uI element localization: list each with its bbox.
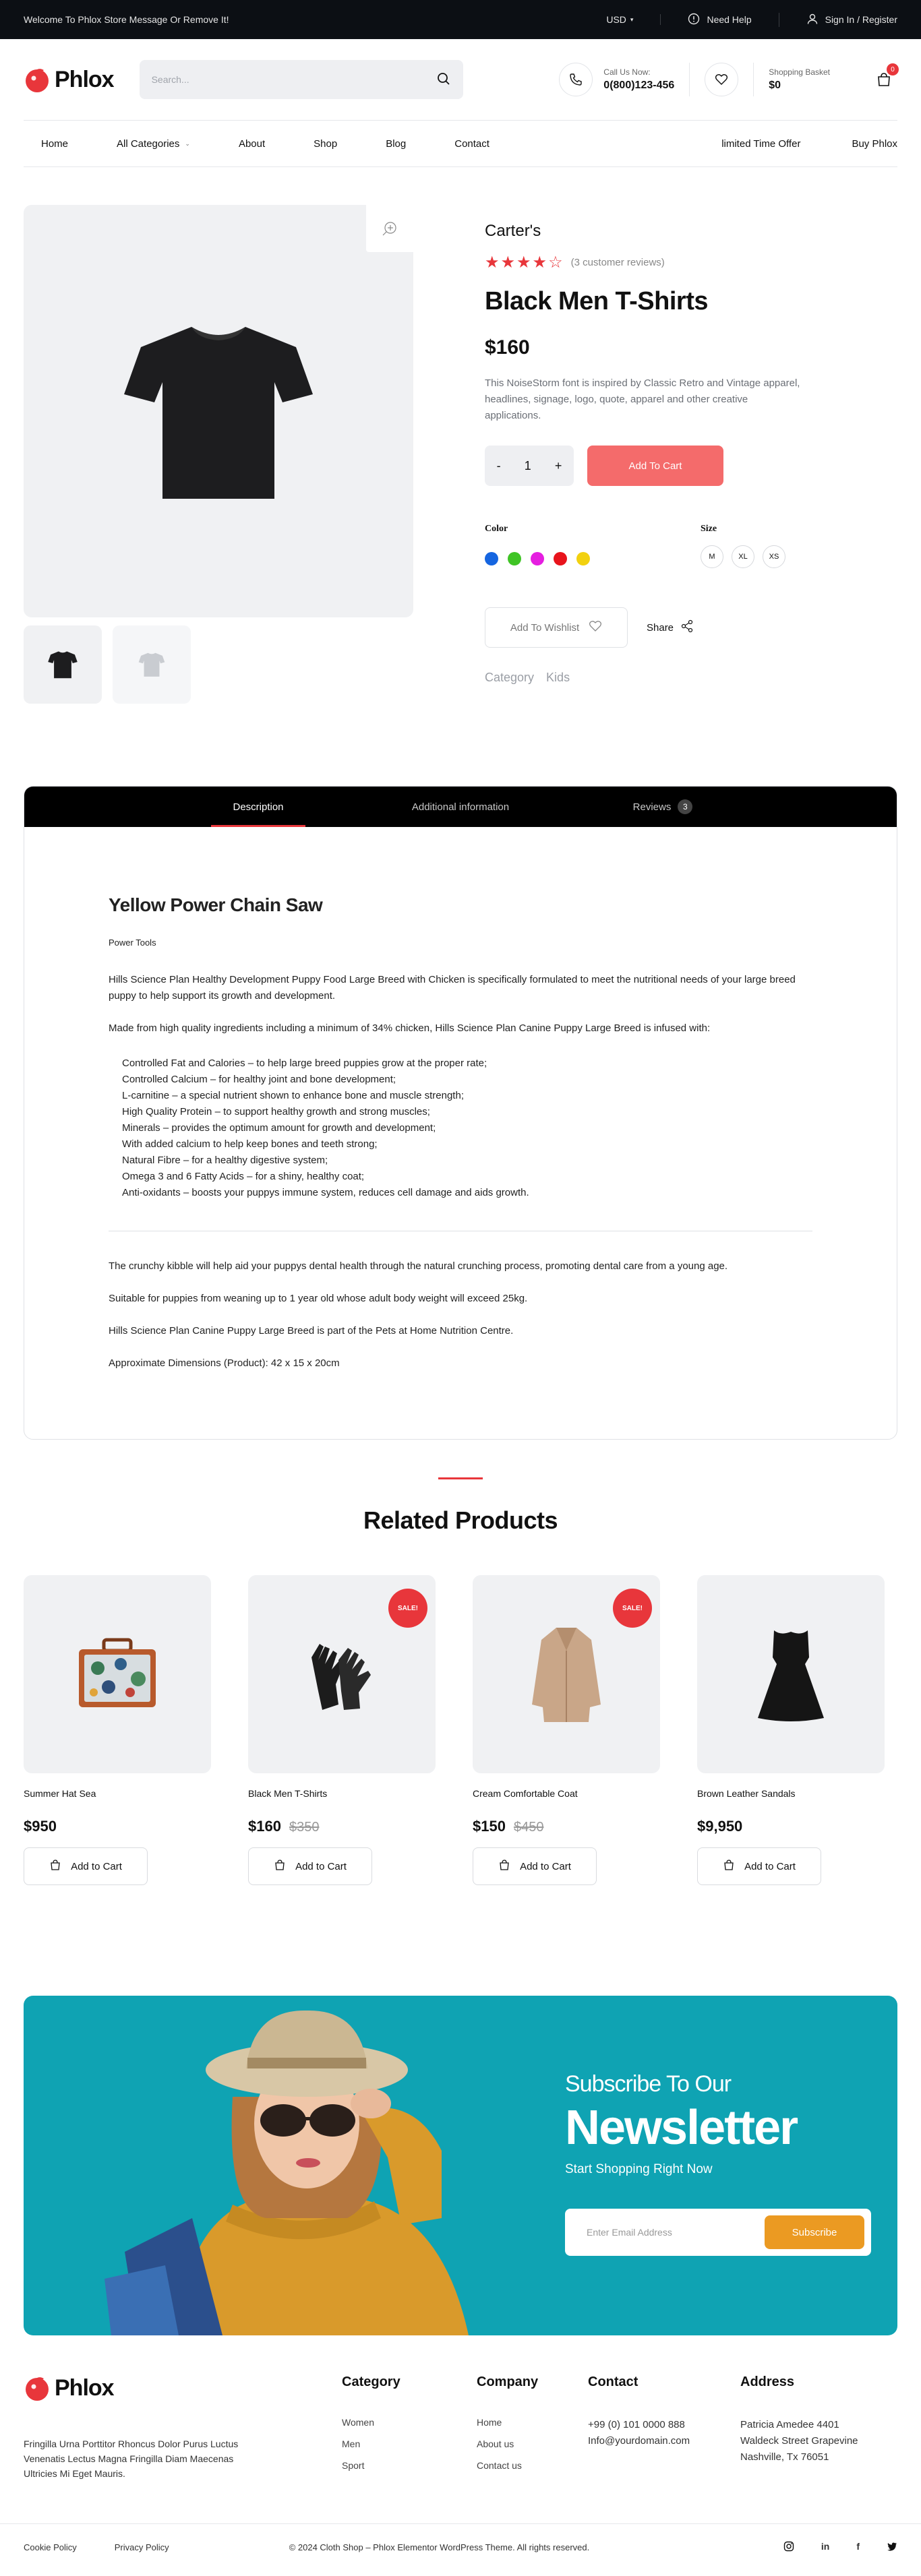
footer-link[interactable]: Contact us xyxy=(477,2460,522,2471)
product-old-price: $350 xyxy=(289,1820,320,1835)
search-icon[interactable] xyxy=(436,71,451,88)
description-title: Yellow Power Chain Saw xyxy=(109,894,323,915)
footer xyxy=(0,2335,921,2482)
top-bar xyxy=(0,0,921,39)
linkedin-icon[interactable]: in xyxy=(821,2541,830,2552)
nav-item-blog[interactable]: Blog xyxy=(386,137,407,150)
bottom-bar xyxy=(0,2523,921,2571)
product-name[interactable]: Black Men T-Shirts xyxy=(248,1788,328,1799)
tshirt-image xyxy=(121,320,316,502)
footer-logo[interactable] xyxy=(24,2374,342,2401)
reviews-count-badge: 3 xyxy=(678,799,692,814)
footer-link[interactable]: Men xyxy=(342,2439,361,2449)
wishlist-heart-icon[interactable] xyxy=(705,63,738,96)
coat-image xyxy=(529,1624,603,1725)
description-subtitle: Power Tools xyxy=(109,938,156,948)
thumbnail-white-tshirt[interactable] xyxy=(113,625,191,704)
color-swatch[interactable] xyxy=(554,552,567,565)
product-price: $160 xyxy=(248,1818,281,1835)
footer-category-column xyxy=(342,2374,477,2482)
add-to-cart-label: Add to Cart xyxy=(520,1860,571,1872)
buy-phlox-link[interactable]: Buy Phlox xyxy=(852,137,897,150)
description-paragraph: The crunchy kibble will help aid your puppys dental health through the natural crunching process, promoting dental care from a young age. xyxy=(109,1260,728,1272)
bag-icon xyxy=(723,1859,735,1874)
footer-heading: Contact xyxy=(588,2374,638,2389)
facebook-icon[interactable]: f xyxy=(856,2541,860,2552)
list-item: L-carnitine – a special nutrient shown to enhance bone and muscle strength; xyxy=(122,1090,464,1101)
user-icon xyxy=(806,13,819,27)
related-title: Related Products xyxy=(363,1506,558,1534)
related-products xyxy=(0,1477,921,1885)
add-to-cart-button[interactable] xyxy=(697,1847,821,1885)
footer-link[interactable]: Sport xyxy=(342,2460,365,2471)
share-button[interactable] xyxy=(647,619,694,636)
share-icon xyxy=(680,619,694,636)
shopping-basket[interactable] xyxy=(769,66,897,93)
description-paragraph: Made from high quality ingredients including a minimum of 34% chicken, Hills Science Plan Canine Puppy Large Breed is infused with: xyxy=(109,1022,711,1034)
section-accent-line xyxy=(438,1477,483,1479)
currency-select[interactable] xyxy=(606,14,661,25)
footer-email[interactable]: Info@yourdomain.com xyxy=(588,2435,690,2447)
qty-value[interactable]: 1 xyxy=(524,458,531,472)
need-help-link[interactable] xyxy=(688,13,779,27)
zoom-icon[interactable] xyxy=(366,205,413,252)
description-paragraph: Suitable for puppies from weaning up to 1 year old whose adult body weight will exceed 25kg. xyxy=(109,1293,528,1304)
nav-item-label: All Categories xyxy=(117,137,180,150)
tab-bar xyxy=(24,787,897,827)
instagram-icon[interactable] xyxy=(783,2541,794,2554)
product-section xyxy=(0,167,921,704)
tab-reviews[interactable] xyxy=(562,787,764,827)
product-card xyxy=(697,1575,885,1885)
description-paragraph: Hills Science Plan Healthy Development Puppy Food Large Breed with Chicken is specifically formulated to meet the nutritional needs of your large breed puppy to help support its growth and development. xyxy=(109,974,796,1002)
sign-in-label: Sign In / Register xyxy=(825,14,897,25)
description-paragraph: Approximate Dimensions (Product): 42 x 15 x 20cm xyxy=(109,1357,340,1369)
color-swatch[interactable] xyxy=(485,552,498,565)
footer-link[interactable]: Home xyxy=(477,2417,502,2428)
nav-item-about[interactable]: About xyxy=(238,137,266,150)
list-item: Minerals – provides the optimum amount for growth and development; xyxy=(122,1122,436,1134)
list-item: Controlled Calcium – for healthy joint and bone development; xyxy=(122,1074,396,1085)
add-to-cart-label: Add to Cart xyxy=(744,1860,796,1872)
footer-heading: Address xyxy=(740,2374,795,2389)
footer-link[interactable]: Women xyxy=(342,2417,374,2428)
footer-address-line: Waldeck Street Grapevine xyxy=(740,2435,858,2447)
product-title: Black Men T-Shirts xyxy=(485,287,708,315)
add-to-cart-label: Add to Cart xyxy=(295,1860,347,1872)
logo-text: Phlox xyxy=(55,2374,114,2401)
header xyxy=(0,39,921,120)
footer-address-line: Nashville, Tx 76051 xyxy=(740,2451,829,2463)
tab-reviews-label: Reviews xyxy=(632,801,672,813)
footer-link[interactable]: About us xyxy=(477,2439,514,2449)
product-rating xyxy=(485,253,862,272)
bag-icon xyxy=(498,1859,510,1874)
list-item: Natural Fibre – for a healthy digestive system; xyxy=(122,1155,328,1166)
product-name[interactable]: Cream Comfortable Coat xyxy=(473,1788,578,1799)
size-label: Size xyxy=(701,524,717,534)
product-card xyxy=(24,1575,211,1885)
add-to-cart-button[interactable] xyxy=(248,1847,372,1885)
footer-about-text: Fringilla Urna Porttitor Rhoncus Dolor Purus Luctus Venenatis Lectus Magna Fringilla Diam Maecenas Ultricies Mi Eget Mauris. xyxy=(24,2439,239,2479)
bag-icon xyxy=(49,1859,61,1874)
logo-text: Phlox xyxy=(55,66,114,92)
sale-badge: SALE! xyxy=(613,1589,652,1628)
woman-shopping-image xyxy=(64,1996,549,2335)
list-item: Controlled Fat and Calories – to help large breed puppies grow at the proper rate; xyxy=(122,1057,487,1069)
product-price: $150 xyxy=(473,1818,506,1835)
thumbnail-black-tshirt[interactable] xyxy=(24,625,102,704)
add-to-cart-button[interactable] xyxy=(473,1847,597,1885)
product-main-image[interactable] xyxy=(24,205,413,617)
search-bar xyxy=(140,60,463,99)
basket-label: Shopping Basket xyxy=(769,67,830,77)
share-label: Share xyxy=(647,621,674,634)
bag-icon xyxy=(274,1859,286,1874)
product-price: $160 xyxy=(485,336,530,359)
product-gallery xyxy=(24,205,413,704)
product-info xyxy=(485,205,862,704)
currency-label: USD xyxy=(606,14,626,25)
cart-icon[interactable] xyxy=(870,66,897,93)
basket-amount: $0 xyxy=(769,80,781,91)
sale-badge: SALE! xyxy=(388,1589,427,1628)
twitter-icon[interactable] xyxy=(887,2541,897,2554)
nav-item-all-categories[interactable] xyxy=(117,138,190,150)
product-price: $9,950 xyxy=(697,1818,743,1835)
footer-contact-column xyxy=(588,2374,740,2482)
size-option-xs[interactable]: XS xyxy=(763,545,785,568)
list-item: With added calcium to help keep bones and teeth strong; xyxy=(122,1138,378,1150)
phone-icon xyxy=(559,63,593,96)
footer-heading: Category xyxy=(342,2374,400,2389)
product-name[interactable]: Summer Hat Sea xyxy=(24,1788,96,1799)
footer-phone[interactable]: +99 (0) 101 0000 888 xyxy=(588,2419,685,2430)
category-label: Category xyxy=(485,671,535,684)
size-option-xl[interactable]: XL xyxy=(732,545,754,568)
add-to-cart-button[interactable] xyxy=(24,1847,148,1885)
newsletter-subtitle: Start Shopping Right Now xyxy=(565,2162,713,2176)
chevron-down-icon: ⌄ xyxy=(185,140,190,147)
privacy-policy-link[interactable]: Privacy Policy xyxy=(114,2542,169,2552)
qty-plus-button[interactable]: + xyxy=(554,458,562,472)
product-old-price: $450 xyxy=(513,1820,544,1835)
product-description: This NoiseStorm font is inspired by Classic Retro and Vintage apparel, headlines, signage, logo, quote, apparel and other creative applications. xyxy=(485,377,800,421)
cookie-policy-link[interactable]: Cookie Policy xyxy=(24,2542,77,2552)
nav-item-contact[interactable]: Contact xyxy=(454,137,489,150)
newsletter-form xyxy=(565,2209,871,2256)
subscribe-button[interactable]: Subscribe xyxy=(765,2215,864,2249)
suitcase-image xyxy=(73,1637,161,1711)
nav-item-shop[interactable]: Shop xyxy=(314,137,338,150)
color-options xyxy=(485,524,701,568)
call-us[interactable] xyxy=(559,63,690,96)
newsletter-title: Newsletter xyxy=(565,2101,798,2155)
product-image[interactable] xyxy=(248,1575,436,1773)
call-number: 0(800)123-456 xyxy=(603,80,675,91)
category-link[interactable]: Kids xyxy=(546,671,570,684)
chevron-down-icon: ▾ xyxy=(630,16,634,23)
size-option-m[interactable]: M xyxy=(701,545,723,568)
product-card xyxy=(248,1575,436,1885)
wishlist-label: Add To Wishlist xyxy=(510,621,580,634)
newsletter-kicker: Subscribe To Our xyxy=(565,2071,732,2097)
product-category xyxy=(485,671,862,685)
product-price: $950 xyxy=(24,1818,57,1835)
color-swatch[interactable] xyxy=(508,552,521,565)
limited-offer-link[interactable]: limited Time Offer xyxy=(721,137,801,150)
color-swatch[interactable] xyxy=(531,552,544,565)
footer-address-column xyxy=(740,2374,858,2482)
qty-minus-button[interactable]: - xyxy=(496,458,501,472)
sign-in-link[interactable] xyxy=(806,13,897,27)
need-help-label: Need Help xyxy=(707,14,752,25)
nav-item-home[interactable]: Home xyxy=(41,137,69,150)
logo-mark-icon xyxy=(24,2374,51,2401)
list-item: High Quality Protein – to support healthy growth and strong muscles; xyxy=(122,1106,430,1117)
heart-icon xyxy=(589,620,602,635)
product-image[interactable] xyxy=(473,1575,660,1773)
color-label: Color xyxy=(485,524,508,534)
gloves-image xyxy=(298,1630,386,1718)
product-card xyxy=(473,1575,660,1885)
tab-additional-information[interactable]: Additional information xyxy=(411,801,510,813)
info-icon xyxy=(688,13,700,27)
product-tabs xyxy=(24,786,897,1440)
description-paragraph: Hills Science Plan Canine Puppy Large Breed is part of the Pets at Home Nutrition Centre. xyxy=(109,1325,514,1337)
size-options xyxy=(701,524,785,568)
welcome-message: Welcome To Phlox Store Message Or Remove It! xyxy=(24,14,229,25)
product-brand[interactable]: Carter's xyxy=(485,222,541,240)
list-item: Anti-oxidants – boosts your puppys immune system, reduces cell damage and aids growth. xyxy=(122,1187,529,1198)
copyright-text: © 2024 Cloth Shop – Phlox Elementor WordPress Theme. All rights reserved. xyxy=(289,2542,590,2552)
list-item: Omega 3 and 6 Fatty Acids – for a shiny, healthy coat; xyxy=(122,1171,365,1182)
reviews-link[interactable]: (3 customer reviews) xyxy=(570,257,665,268)
footer-company-column xyxy=(477,2374,588,2482)
add-to-cart-label: Add to Cart xyxy=(71,1860,122,1872)
call-label: Call Us Now: xyxy=(603,67,651,77)
quantity-stepper xyxy=(485,446,574,486)
logo[interactable] xyxy=(24,66,114,93)
add-to-cart-button[interactable]: Add To Cart xyxy=(587,446,723,486)
rating-stars: ★★★★☆ xyxy=(485,253,564,272)
tab-description[interactable]: Description xyxy=(157,787,359,827)
product-image[interactable] xyxy=(24,1575,211,1773)
product-image[interactable] xyxy=(697,1575,885,1773)
product-name[interactable]: Brown Leather Sandals xyxy=(697,1788,796,1799)
add-to-wishlist-button[interactable] xyxy=(485,607,628,648)
main-nav xyxy=(24,120,897,167)
footer-heading: Company xyxy=(477,2374,539,2389)
footer-address-line: Patricia Amedee 4401 xyxy=(740,2419,839,2430)
social-links xyxy=(783,2541,897,2554)
description-panel xyxy=(24,827,897,1439)
ingredients-list xyxy=(109,1055,812,1201)
cart-count-badge: 0 xyxy=(887,63,899,75)
email-field[interactable] xyxy=(587,2227,765,2238)
color-swatch[interactable] xyxy=(576,552,590,565)
dress-image xyxy=(754,1624,828,1725)
newsletter-banner xyxy=(24,1996,897,2335)
search-input[interactable] xyxy=(152,74,436,85)
logo-mark-icon xyxy=(24,66,51,93)
